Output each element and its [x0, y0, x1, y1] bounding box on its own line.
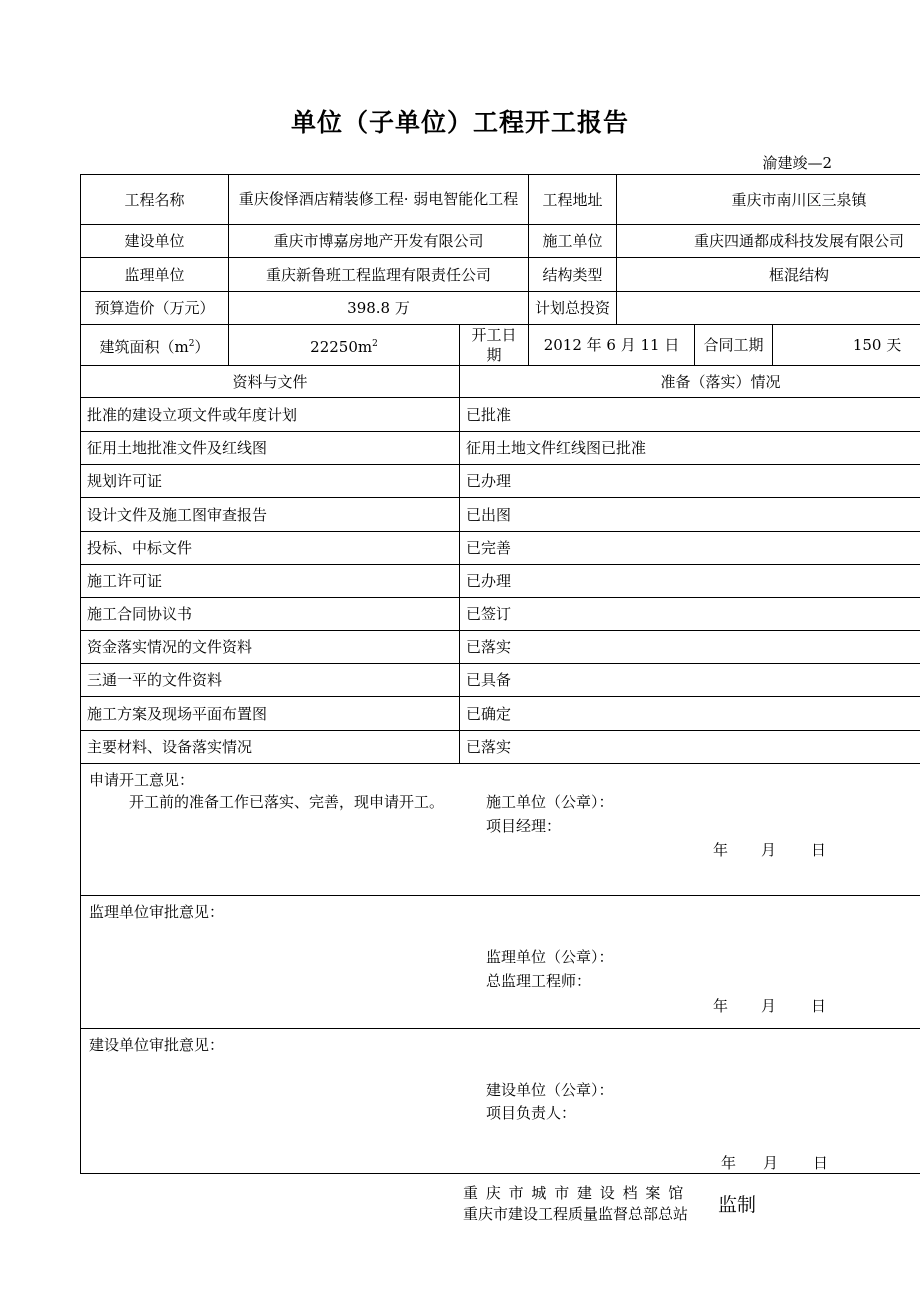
- address-value: 重庆市南川区三泉镇: [617, 175, 920, 225]
- supervisor-value: 重庆新鲁班工程监理有限责任公司: [229, 258, 529, 292]
- doc-status: 已签订: [460, 598, 920, 631]
- report-table: [80, 174, 920, 1174]
- owner-label: 建设单位审批意见：: [89, 1036, 225, 1054]
- supervision-sign-engineer: 总监理工程师：: [486, 972, 592, 990]
- total-invest-label: 计划总投资: [529, 292, 617, 325]
- docs-header-right: 准备（落实）情况: [460, 366, 920, 398]
- start-date-label: 开工日期: [460, 325, 529, 366]
- doc-name: 投标、中标文件: [81, 532, 460, 565]
- doc-status: 已落实: [460, 731, 920, 764]
- supervisor-label: 监理单位: [81, 258, 229, 292]
- apply-sign-manager: 项目经理：: [486, 817, 562, 835]
- apply-date: 年 月 日: [713, 841, 827, 859]
- footer-supervise: 监制: [718, 1194, 757, 1216]
- supervision-label: 监理单位审批意见：: [89, 903, 225, 921]
- footer-station: 重庆市建设工程质量监督总部总站: [463, 1205, 689, 1223]
- doc-name: 施工方案及现场平面布置图: [81, 697, 460, 731]
- owner-date: 年 月 日: [721, 1154, 829, 1172]
- doc-status: 征用土地文件红线图已批准: [460, 432, 920, 465]
- contractor-label: 施工单位: [529, 225, 617, 258]
- document-number: 渝建竣—2: [762, 154, 832, 172]
- builder-label: 建设单位: [81, 225, 229, 258]
- project-name-value: 重庆俊怿酒店精装修工程· 弱电智能化工程: [229, 175, 529, 225]
- owner-sign-unit: 建设单位（公章）：: [486, 1081, 614, 1099]
- doc-name: 施工许可证: [81, 565, 460, 598]
- area-value: $22250m^2$: [229, 325, 460, 366]
- contract-period-label: 合同工期: [695, 325, 773, 366]
- doc-name: 主要材料、设备落实情况: [81, 731, 460, 764]
- doc-status: 已批准: [460, 398, 920, 432]
- docs-header-left: 资料与文件: [81, 366, 460, 398]
- doc-name: 规划许可证: [81, 465, 460, 498]
- builder-value: 重庆市博嘉房地产开发有限公司: [229, 225, 529, 258]
- address-label: 工程地址: [529, 175, 617, 225]
- doc-name: 施工合同协议书: [81, 598, 460, 631]
- doc-name: 三通一平的文件资料: [81, 664, 460, 697]
- doc-status: 已落实: [460, 631, 920, 664]
- owner-section: [81, 1029, 920, 1174]
- owner-sign-leader: 项目负责人：: [486, 1104, 577, 1122]
- doc-status: 已完善: [460, 532, 920, 565]
- doc-name: 设计文件及施工图审查报告: [81, 498, 460, 532]
- page-title: 单位（子单位）工程开工报告: [290, 108, 629, 137]
- structure-value: 框混结构: [617, 258, 920, 292]
- doc-status: 已具备: [460, 664, 920, 697]
- start-date-value: 2012 年 6 月 11 日: [529, 325, 695, 366]
- apply-text: 开工前的准备工作已落实、完善，现申请开工。: [129, 793, 445, 811]
- doc-name: 批准的建设立项文件或年度计划: [81, 398, 460, 432]
- project-name-label: 工程名称: [81, 175, 229, 225]
- structure-label: 结构类型: [529, 258, 617, 292]
- area-label: 建筑面积$(m^2)$: [81, 325, 229, 366]
- total-invest-value: [617, 292, 920, 325]
- doc-name: 资金落实情况的文件资料: [81, 631, 460, 664]
- supervision-date: 年 月 日: [713, 997, 827, 1015]
- apply-label: 申请开工意见：: [89, 771, 195, 789]
- contract-period-value: 150 天: [773, 325, 920, 366]
- apply-sign-unit: 施工单位（公章）：: [486, 793, 614, 811]
- budget-label: 预算造价（万元）: [81, 292, 229, 325]
- doc-status: 已出图: [460, 498, 920, 532]
- doc-name: 征用土地批准文件及红线图: [81, 432, 460, 465]
- footer-archive: 重庆市城市建设档案馆: [463, 1184, 692, 1202]
- contractor-value: 重庆四通都成科技发展有限公司: [617, 225, 920, 258]
- apply-section: [81, 764, 920, 896]
- budget-value: 398.8 万: [229, 292, 529, 325]
- doc-status: 已办理: [460, 465, 920, 498]
- doc-status: 已确定: [460, 697, 920, 731]
- supervision-sign-unit: 监理单位（公章）：: [486, 948, 614, 966]
- doc-status: 已办理: [460, 565, 920, 598]
- supervision-section: [81, 896, 920, 1029]
